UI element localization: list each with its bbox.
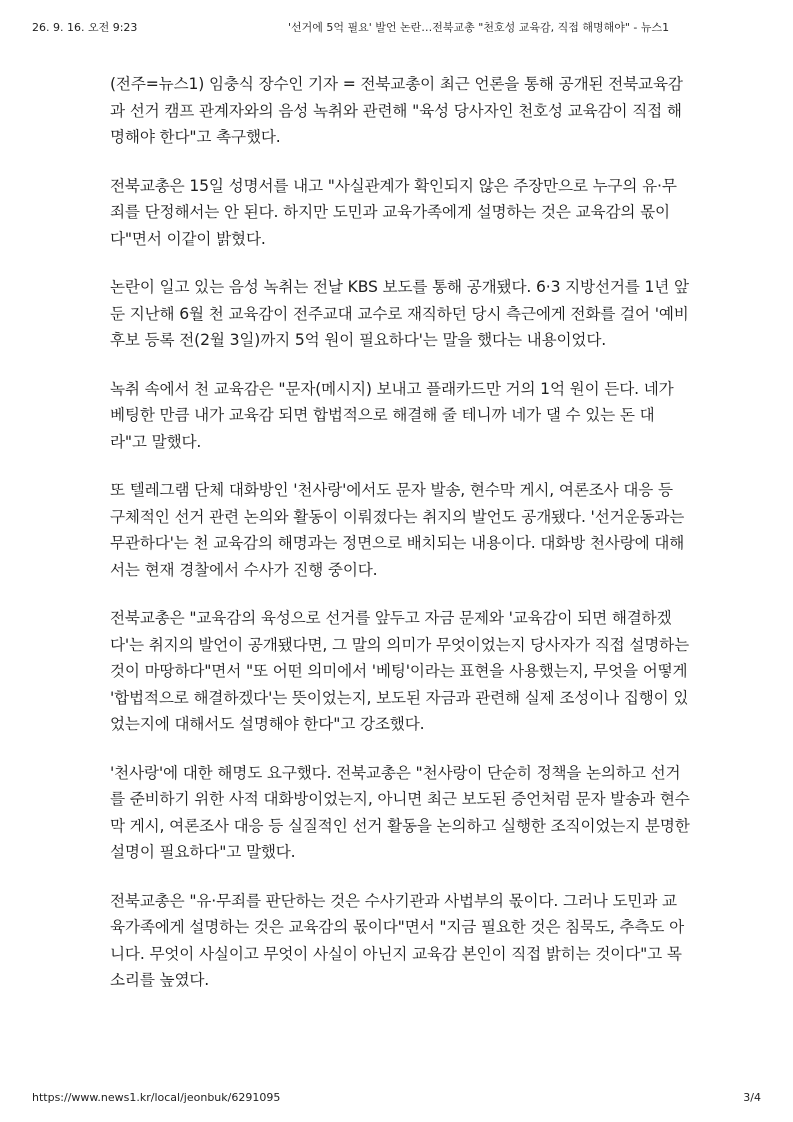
page-url: https://www.news1.kr/local/jeonbuk/6291095 bbox=[32, 1091, 281, 1104]
article-paragraph: '천사랑'에 대한 해명도 요구했다. 전북교총은 "천사랑이 단순히 정책을 논의하고 선거를 준비하기 위한 사적 대화방이었는지, 아니면 최근 보도된 증언처럼 문자 발송과 현수막 게시, 여론조사 대응 등 실질적인 선거 활동을 논의하고 실행한 조직이었는지 분명한 설명이 필요하다"고 말했다. bbox=[110, 763, 690, 861]
document-title: '선거에 5억 필요' 발언 논란…전북교총 "천호성 교육감, 직접 해명해야" - 뉴스1 bbox=[288, 21, 670, 34]
article-paragraph: (전주=뉴스1) 임충식 장수인 기자 = 전북교총이 최근 언론을 통해 공개된 전북교육감과 선거 캠프 관계자와의 음성 녹취와 관련해 "육성 당사자인 천호성 교육감이 직접 해명해야 한다"고 촉구했다. bbox=[110, 75, 683, 146]
print-date: 26. 9. 16. 오전 9:23 bbox=[32, 21, 138, 34]
print-header bbox=[32, 19, 761, 35]
page-number: 3/4 bbox=[743, 1091, 761, 1104]
print-footer bbox=[32, 1091, 761, 1107]
article-paragraph: 전북교총은 15일 성명서를 내고 "사실관계가 확인되지 않은 주장만으로 누구의 유·무죄를 단정해서는 안 된다. 하지만 도민과 교육가족에게 설명하는 것은 교육감의 몫이다"면서 이같이 밝혔다. bbox=[110, 176, 677, 248]
article-paragraph: 논란이 일고 있는 음성 녹취는 전날 KBS 보도를 통해 공개됐다. 6·3 지방선거를 1년 앞둔 지난해 6월 천 교육감이 전주교대 교수로 재직하던 당시 측근에게 전화를 걸어 '예비후보 등록 전(2월 3일)까지 5억 원이 필요하다'는 말을 했다는 내용이었다. bbox=[110, 278, 689, 349]
article-body bbox=[110, 71, 690, 1016]
article-paragraph: 전북교총은 "유·무죄를 판단하는 것은 수사기관과 사법부의 몫이다. 그러나 도민과 교육가족에게 설명하는 것은 교육감의 몫이다"면서 "지금 필요한 것은 침묵도, 추측도 아니다. 무엇이 사실이고 무엇이 사실이 아닌지 교육감 본인이 직접 밝히는 것이다"고 목소리를 높였다. bbox=[110, 891, 684, 989]
article-paragraph: 전북교총은 "교육감의 육성으로 선거를 앞두고 자금 문제와 '교육감이 되면 해결하겠다'는 취지의 발언이 공개됐다면, 그 말의 의미가 무엇이었는지 당사자가 직접 설명하는 것이 마땅하다"면서 "또 어떤 의미에서 '베팅'이라는 표현을 사용했는지, 무엇을 어떻게 '합법적으로 해결하겠다'는 뜻이었는지, 보도된 자금과 관련해 실제 조성이나 집행이 있었는지에 대해서도 설명해야 한다"고 강조했다. bbox=[110, 609, 689, 733]
article-paragraph: 녹취 속에서 천 교육감은 "문자(메시지) 보내고 플래카드만 거의 1억 원이 든다. 네가 베팅한 만큼 내가 교육감 되면 합법적으로 해결해 줄 테니까 네가 댈 수 있는 돈 대라"고 말했다. bbox=[110, 379, 674, 451]
article-paragraph: 또 텔레그램 단체 대화방인 '천사랑'에서도 문자 발송, 현수막 게시, 여론조사 대응 등 구체적인 선거 관련 논의와 활동이 이뤄졌다는 취지의 발언도 공개됐다. '선거운동과는 무관하다'는 천 교육감의 해명과는 정면으로 배치되는 내용이다. 대화방 천사랑에 대해서는 현재 경찰에서 수사가 진행 중이다. bbox=[110, 481, 685, 579]
